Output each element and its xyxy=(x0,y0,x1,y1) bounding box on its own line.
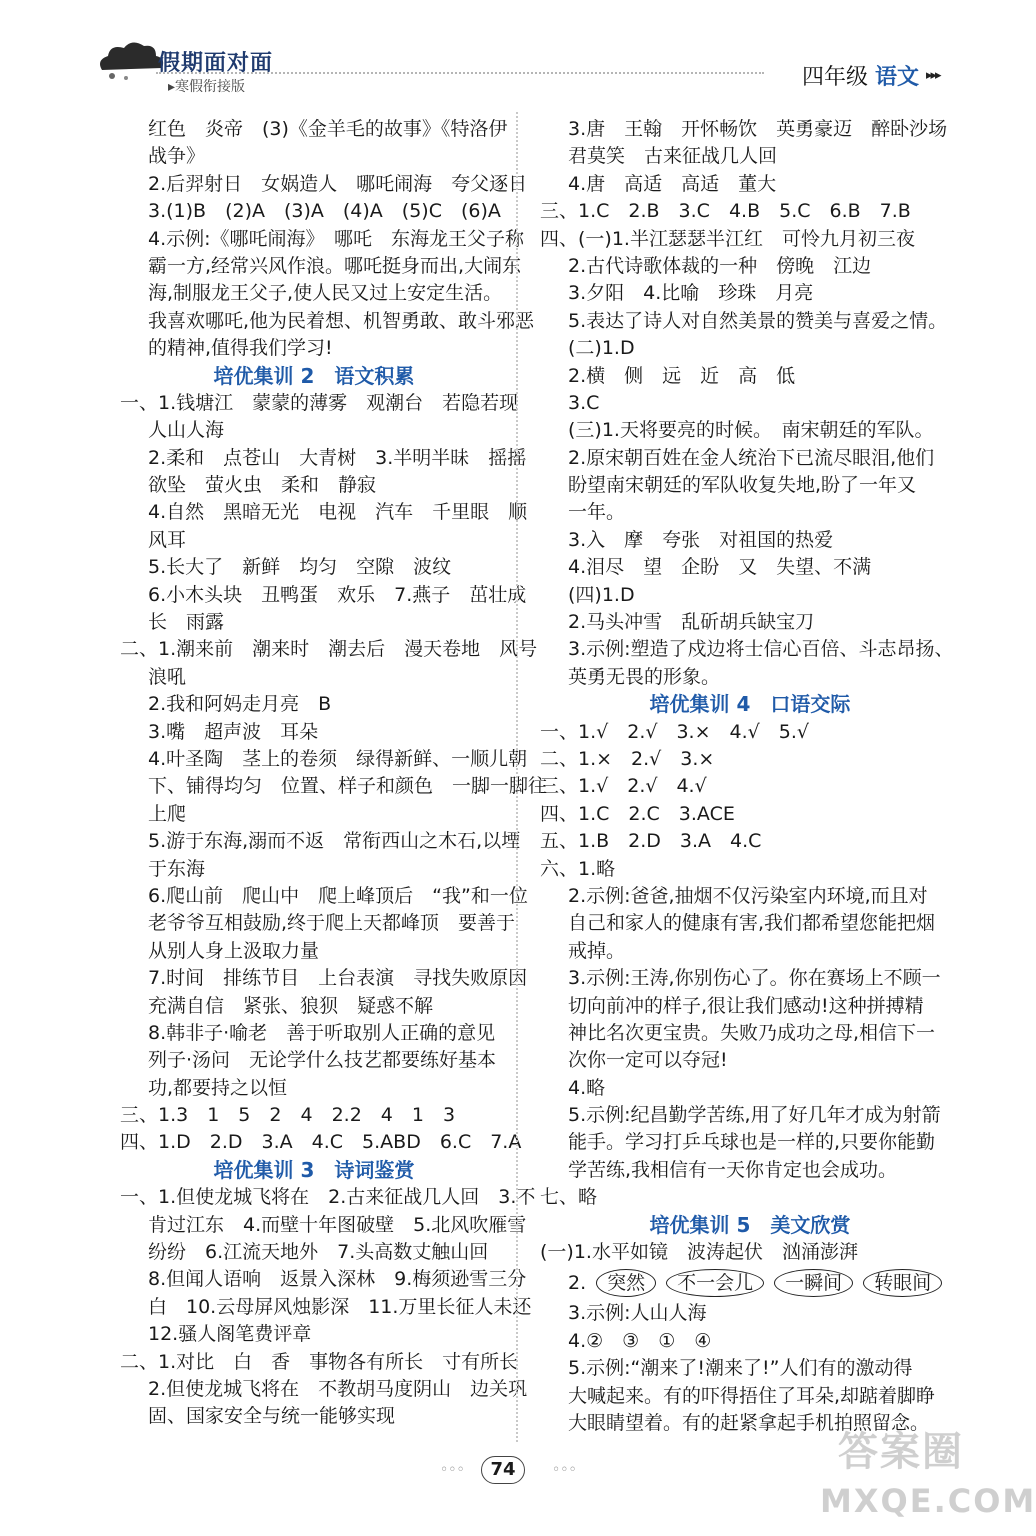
answer-line: 六、1.略 xyxy=(540,857,616,880)
answer-line: 欲坠 萤火虫 柔和 静寂 xyxy=(148,474,377,497)
left-answer-column xyxy=(120,116,548,1431)
answer-line: 2.示例:爸爸,抽烟不仅污染室内环境,而且对 xyxy=(568,884,928,907)
answer-line: 英勇无畏的形象。 xyxy=(568,665,721,688)
answer-line: 浪吼 xyxy=(148,665,187,688)
answer-line: (四)1.D xyxy=(568,583,635,606)
answer-line: 2.但使龙城飞将在 不教胡马度阴山 边关巩 xyxy=(148,1377,528,1400)
answer-line: 君莫笑 古来征战几人回 xyxy=(568,145,778,168)
answer-line: 列子·汤问 无论学什么技艺都要练好基本 xyxy=(148,1049,497,1072)
section-heading: 培优集训 4 口语交际 xyxy=(649,692,851,717)
answer-line: 神比名次更宝贵。失败乃成功之母,相信下一 xyxy=(568,1021,936,1044)
answer-line: 二、1.潮来前 潮来时 潮去后 漫天卷地 风号 xyxy=(120,638,538,661)
answer-line: (一)1.水平如镜 波涛起伏 汹涌澎湃 xyxy=(540,1241,858,1264)
answer-line: 次你一定可以夺冠! xyxy=(568,1049,728,1072)
section-heading: 培优集训 5 美文欣赏 xyxy=(649,1212,851,1237)
answer-line: 8.但闻人语响 返景入深林 9.梅须逊雪三分 xyxy=(148,1268,527,1291)
header-rule xyxy=(156,72,764,74)
answer-line: 5.示例:纪昌勤学苦练,用了好几年才成为射箭 xyxy=(568,1104,941,1127)
page-number xyxy=(466,1456,540,1486)
column-divider xyxy=(516,112,518,1442)
answer-line: 五、1.B 2.D 3.A 4.C xyxy=(540,830,762,853)
answer-line: 一、1.√ 2.√ 3.× 4.√ 5.√ xyxy=(540,720,809,743)
answer-line: 3.(1)B (2)A (3)A (4)A (5)C (6)A xyxy=(148,200,501,223)
answer-line: 6.小木头块 丑鸭蛋 欢乐 7.燕子 茁壮成 xyxy=(148,583,527,606)
arrows-icon: ▸▸▸ xyxy=(926,68,940,83)
answer-line: 大眼睛望着。有的赶紧拿起手机拍照留念。 xyxy=(568,1411,930,1434)
answer-line: 2.原宋朝百姓在金人统治下已流尽眼泪,他们 xyxy=(568,446,935,469)
answer-line: 3.C xyxy=(568,391,600,414)
answer-line: 盼望南宋朝廷的军队收复失地,盼了一年又 xyxy=(568,474,917,497)
answer-line: (二)1.D xyxy=(568,337,635,360)
answer-line: 2.后羿射日 女娲造人 哪吒闹海 夸父逐日 xyxy=(148,172,528,195)
answer-line: 切向前冲的样子,很让我们感动!这种拼搏精 xyxy=(568,994,924,1017)
answer-line: 海,制服龙王父子,使人民又过上安定生活。 xyxy=(148,282,503,305)
answer-line: 2.古代诗歌体裁的一种 傍晚 江边 xyxy=(568,254,872,277)
answer-line: 能手。学习打乒乓球也是一样的,只要你能勤 xyxy=(568,1131,936,1154)
site-watermark xyxy=(820,1420,1036,1530)
answer-line: 7.时间 排练节目 上台表演 寻找失败原因 xyxy=(148,967,528,990)
answer-line: 戒掉。 xyxy=(568,939,626,962)
answer-line: 5.游于东海,溺而不返 常衔西山之木石,以堙 xyxy=(148,830,521,853)
section-heading: 培优集训 2 语文积累 xyxy=(213,363,415,388)
subject-label: 语文 xyxy=(875,65,920,90)
answer-line: 2.马头冲雪 乱斫胡兵缺宝刀 xyxy=(568,611,815,634)
answer-line: 的精神,值得我们学习! xyxy=(148,337,333,360)
answer-line: 6.爬山前 爬山中 爬上峰顶后 “我”和一位 xyxy=(148,884,528,907)
answer-line: 一年。 xyxy=(568,501,626,524)
answer-line: 老爷爷互相鼓励,终于爬上天都峰顶 要善于 xyxy=(148,912,516,935)
answer-line: 3.示例:塑造了戍边将士信心百倍、斗志昂扬、 xyxy=(568,638,954,661)
answer-line: 4.叶圣陶 茎上的卷须 绿得新鲜、一顺儿朝 xyxy=(148,747,528,770)
answer-line: 5.示例:“潮来了!潮来了!”人们有的激动得 xyxy=(568,1357,913,1380)
answer-line: 2.我和阿妈走月亮 B xyxy=(148,693,332,716)
answer-line: 4.② ③ ① ④ xyxy=(568,1329,712,1352)
answer-line: 肯过江东 4.而壁十年图破壁 5.北风吹雁雪 xyxy=(148,1213,527,1236)
answer-line: 一、1.钱塘江 蒙蒙的薄雾 观潮台 若隐若现 xyxy=(120,391,519,414)
answer-line: 功,都要持之以恒 xyxy=(148,1076,288,1099)
answer-line: 于东海 xyxy=(148,857,206,880)
answer-line: 纷纷 6.江流天地外 7.头高数丈触山回 xyxy=(148,1241,489,1264)
word-oval-row xyxy=(540,1266,960,1300)
answer-line: 固、国家安全与统一能够实现 xyxy=(148,1405,396,1428)
watermark-stamp: 答案圈 xyxy=(838,1429,964,1475)
page-ornament-right: ◦◦◦ xyxy=(552,1462,577,1478)
right-answer-column xyxy=(540,116,960,1437)
answer-line: 4.唐 高适 高适 董大 xyxy=(568,172,777,195)
page-ornament-left: ◦◦◦ xyxy=(440,1462,465,1478)
brand-title: 假期面对面 xyxy=(158,51,274,76)
answer-line: 12.骚人阁笔费评章 xyxy=(148,1323,312,1346)
answer-line: 上爬 xyxy=(148,802,187,825)
answer-line: 从别人身上汲取力量 xyxy=(148,939,320,962)
answer-line: 四、1.D 2.D 3.A 4.C 5.ABD 6.C 7.A xyxy=(120,1131,522,1154)
answer-line: 3.唐 王翰 开怀畅饮 英勇豪迈 醉卧沙场 xyxy=(568,118,948,140)
word-oval: 一瞬间 xyxy=(774,1269,853,1297)
page-header xyxy=(0,0,1008,110)
brand-subtitle: ▸寒假衔接版 xyxy=(168,79,246,95)
answer-line: 白 10.云母屏风烛影深 11.万里长征人未还 xyxy=(148,1295,532,1318)
answer-line: 4.示例:《哪吒闹海》 哪吒 东海龙王父子称 xyxy=(148,227,525,250)
answer-line: 霸一方,经常兴风作浪。哪吒挺身而出,大闹东 xyxy=(148,254,522,277)
answer-line: 学苦练,我相信有一天你肯定也会成功。 xyxy=(568,1158,898,1181)
answer-line: 3.示例:王涛,你别伤心了。你在赛场上不顾一 xyxy=(568,967,941,990)
word-oval: 转眼间 xyxy=(863,1269,942,1297)
answer-line: 二、1.对比 白 香 事物各有所长 寸有所长 xyxy=(120,1350,519,1373)
answer-line: 一、1.但使龙城飞将在 2.古来征战几人回 3.不 xyxy=(120,1186,536,1209)
answer-line: 战争》 xyxy=(148,145,206,168)
grade-label: 四年级 xyxy=(802,65,869,90)
answer-line: 4.略 xyxy=(568,1076,606,1099)
answer-line: 我喜欢哪吒,他为民着想、机智勇敢、敢斗邪恶 xyxy=(148,309,535,332)
answer-line: 三、1.C 2.B 3.C 4.B 5.C 6.B 7.B xyxy=(540,200,911,223)
answer-line: 8.韩非子·喻老 善于听取别人正确的意见 xyxy=(148,1021,496,1044)
answer-line: 四、(一)1.半江瑟瑟半江红 可怜九月初三夜 xyxy=(540,227,915,250)
word-oval: 突然 xyxy=(596,1269,656,1297)
answer-line: 自己和家人的健康有害,我们都希望您能把烟 xyxy=(568,912,936,935)
answer-line: 5.长大了 新鲜 均匀 空隙 波纹 xyxy=(148,556,452,579)
section-heading: 培优集训 3 诗词鉴赏 xyxy=(213,1157,415,1182)
answer-line: 3.入 摩 夸张 对祖国的热爱 xyxy=(568,528,834,551)
answer-line: 5.表达了诗人对自然美景的赞美与喜爱之情。 xyxy=(568,309,948,332)
answer-line: 长 雨露 xyxy=(148,611,225,634)
watermark-url: MXQE.COM xyxy=(820,1482,1036,1520)
answer-line: 红色 炎帝 (3)《金羊毛的故事》《特洛伊 xyxy=(148,118,508,140)
answer-line: 三、1.3 1 5 2 4 2.2 4 1 3 xyxy=(120,1104,456,1127)
word-oval: 不一会儿 xyxy=(666,1269,764,1297)
answer-line: 4.泪尽 望 企盼 又 失望、不满 xyxy=(568,556,872,579)
answer-line: 2.横 侧 远 近 高 低 xyxy=(568,364,796,387)
answer-line: 下、铺得均匀 位置、样子和颜色 一脚一脚往 xyxy=(148,775,548,798)
page-number-label: 74 xyxy=(481,1456,524,1484)
answer-line: 3.夕阳 4.比喻 珍珠 月亮 xyxy=(568,282,814,305)
answer-line: 充满自信 紧张、狼狈 疑惑不解 xyxy=(148,994,434,1017)
answer-line: (三)1.天将要亮的时候。 南宋朝廷的军队。 xyxy=(568,419,934,442)
answer-line: 三、1.√ 2.√ 4.√ xyxy=(540,775,707,798)
answer-line: 人山人海 xyxy=(148,419,225,442)
oval-row-label: 2. xyxy=(568,1271,587,1294)
answer-line: 3.嘴 超声波 耳朵 xyxy=(148,720,319,743)
answer-line: 二、1.× 2.√ 3.× xyxy=(540,747,715,770)
answer-line: 大喊起来。有的吓得捂住了耳朵,却踮着脚睁 xyxy=(568,1384,936,1407)
answer-line: 3.示例:人山人海 xyxy=(568,1302,707,1325)
answer-line: 风耳 xyxy=(148,528,187,551)
answer-line: 七、略 xyxy=(540,1186,598,1209)
answer-line: 四、1.C 2.C 3.ACE xyxy=(540,802,735,825)
answer-line: 2.柔和 点苍山 大青树 3.半明半昧 摇摇 xyxy=(148,446,527,469)
grade-subject xyxy=(802,60,919,91)
answer-line: 4.自然 黑暗无光 电视 汽车 千里眼 顺 xyxy=(148,501,528,524)
